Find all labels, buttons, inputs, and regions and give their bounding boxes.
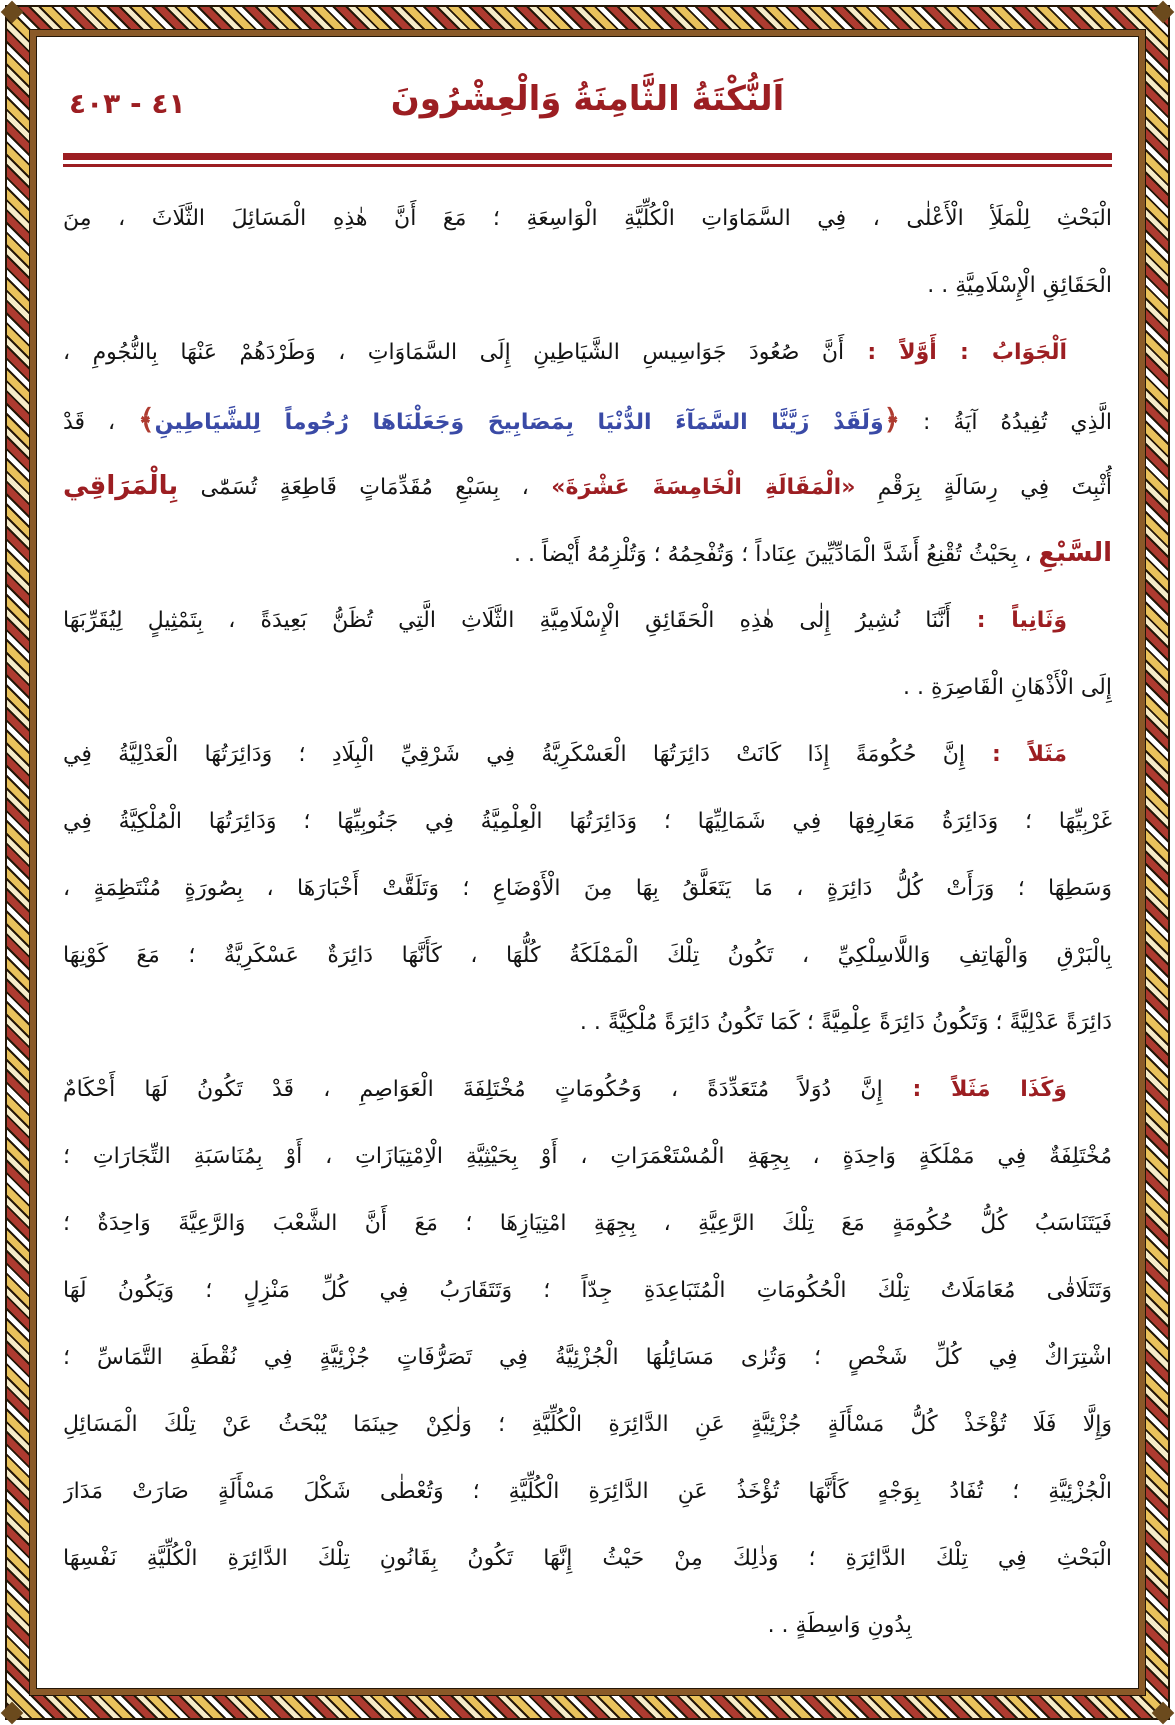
text-line-18 (63, 1324, 1112, 1391)
body-text-segment: ، قَدْ (63, 410, 139, 435)
page-header (63, 65, 1112, 143)
page-content (37, 37, 1138, 1688)
text-line-4 (63, 386, 1112, 453)
emphasis-red-text: مَثَلاً : (965, 742, 1067, 767)
emphasis-red-text: «الْمَقَالَةِ الْخَامِسَةَ عَشْرَةَ» (551, 475, 856, 500)
body-text-segment: مُخْتَلِفَةٌ فِي مَمْلَكَةٍ وَاحِدَةٍ ، بِجِهَةِ الْمُسْتَعْمَرَاتِ ، أَوْ بِحَيْثِيَّةِ الْاِمْتِيَازَاتِ ، أَوْ بِمُنَاسَبَةِ التِّجَارَاتِ ؛ (63, 1144, 1112, 1169)
body-text-segment: الْجُزْئِيَّةِ ؛ تُفَادُ بِوَجْهٍ كَأَنَّهَا تُؤْخَذُ عَنِ الدَّائِرَةِ الْكُلِّيَّةِ ؛ وَتُعْطٰى شَكْلَ مَسْأَلَةٍ صَارَتْ مَدَارَ (63, 1479, 1112, 1504)
emphasis-red-text: بِالْمَرَاقِي (63, 471, 179, 501)
page-title: اَلنُّكْتَةُ الثَّامِنَةُ وَالْعِشْرُونَ (390, 79, 785, 119)
body-text-segment: دَائِرَةً عَدْلِيَّةً ؛ وَتَكُونُ دَائِرَةً عِلْمِيَّةً ؛ كَمَا تَكُونُ دَائِرَةً مُلْكِيَّةً . . (579, 1010, 1112, 1035)
emphasis-red-text: السَّبْعِ (1038, 538, 1112, 568)
text-line-5 (63, 453, 1112, 520)
text-line-19 (63, 1391, 1112, 1458)
text-line-9 (63, 721, 1112, 788)
body-text-segment: أُثْبِتَ فِي رِسَالَةٍ بِرَقْمِ (855, 475, 1112, 500)
emphasis-red-text: وَكَذَا مَثَلاً : (882, 1077, 1067, 1102)
corner-ornament (1, 1702, 24, 1725)
corner-ornament (1152, 1, 1175, 24)
body-text-segment: إِنَّ حُكُومَةً إِذَا كَانَتْ دَائِرَتُهَا الْعَسْكَرِيَّةُ فِي شَرْقِيِّ الْبِلَادِ ؛ وَدَائِرَتُهَا الْعَدْلِيَّةُ فِي (63, 742, 965, 767)
corner-ornament (1, 1, 24, 24)
body-text (63, 185, 1112, 1659)
body-text-segment: الْحَقَائِقِ الْإِسْلَامِيَّةِ . . (927, 273, 1112, 298)
text-line-13 (63, 989, 1112, 1056)
text-line-10 (63, 788, 1112, 855)
page-inner-panel (30, 30, 1145, 1695)
ornate-bracket-icon: ﴾ (138, 403, 155, 436)
page-number: ٤١ - ٤٠٣ (69, 87, 186, 120)
text-line-14 (63, 1056, 1112, 1123)
text-line-22 (63, 1592, 912, 1659)
text-line-16 (63, 1190, 1112, 1257)
text-line-2 (63, 252, 1112, 319)
corner-ornament (1152, 1702, 1175, 1725)
body-text-segment: غَرْبِيِّهَا ؛ وَدَائِرَةُ مَعَارِفِهَا فِي شَمَالِيِّهَا ؛ وَدَائِرَتُهَا الْعِلْمِيَّةُ فِي جَنُوبِيِّهَا ؛ وَدَائِرَتُهَا الْمُلْكِيَّةُ فِي (63, 809, 1112, 834)
text-line-20 (63, 1458, 1112, 1525)
quran-verse-text: وَلَقَدْ زَيَّنَّا السَّمَآءَ الدُّنْيَا بِمَصَابِيحَ وَجَعَلْنَاهَا رُجُوماً لِلشَّيَاطِينِ (154, 410, 884, 435)
emphasis-red-text: وَثَانِياً : (950, 608, 1067, 633)
text-line-15 (63, 1123, 1112, 1190)
body-text-segment: أَنَّنَا نُشِيرُ إِلٰى هٰذِهِ الْحَقَائِقِ الْإِسْلَامِيَّةِ الثَّلَاثِ الَّتِي تُظَنُّ بَعِيدَةً ، بِتَمْثِيلٍ لِيُقَرِّبَهَا (63, 608, 951, 633)
text-line-6 (63, 520, 1112, 587)
body-text-segment: وَسَطِهَا ؛ وَرَأَتْ كُلُّ دَائِرَةٍ ، مَا يَتَعَلَّقُ بِهَا مِنَ الْأَوْضَاعِ ؛ وَتَلَقَّتْ أَخْبَارَهَا ، بِصُورَةٍ مُنْتَظِمَةٍ ، (63, 876, 1112, 901)
body-text-segment: ، بِحَيْثُ تُقْنِعُ أَشَدَّ الْمَادِّيِّينَ عِنَاداً ؛ وَتُفْحِمُهُ ؛ وَتُلْزِمُهُ أَيْضاً . . (513, 542, 1039, 567)
emphasis-red-text: اَلْجَوَابُ : أَوَّلاً : (844, 340, 1067, 365)
body-text-segment: الْبَحْثِ لِلْمَلَأِ الْأَعْلٰى ، فِي السَّمَاوَاتِ الْكُلِّيَّةِ الْوَاسِعَةِ ؛ مَعَ أَنَّ هٰذِهِ الْمَسَائِلَ الثَّلَاثَ ، مِنَ (63, 206, 1112, 231)
text-line-7 (63, 587, 1112, 654)
header-rule-thin (63, 164, 1112, 167)
body-text-segment: إِلَى الْأَذْهَانِ الْقَاصِرَةِ . . (902, 675, 1112, 700)
text-line-17 (63, 1257, 1112, 1324)
body-text-segment: أَنَّ صُعُودَ جَوَاسِيسِ الشَّيَاطِينِ إِلَى السَّمَاوَاتِ ، وَطَرْدَهُمْ عَنْهَا بِالنُّجُومِ ، (63, 340, 845, 365)
text-line-12 (63, 922, 1112, 989)
body-text-segment: الَّذِي تُفِيدُهُ آيَةُ : (900, 410, 1112, 435)
ornate-bracket-icon: ﴿ (883, 403, 901, 436)
body-text-segment: اشْتِرَاكٌ فِي كُلِّ شَخْصٍ ؛ وَتُرٰى مَسَائِلُهَا الْجُزْئِيَّةُ فِي تَصَرُّفَاتٍ جُزْئِيَّةٍ فِي نُقْطَةِ التَّمَاسِّ ؛ (63, 1345, 1112, 1370)
body-text-segment: وَتَتَلَاقٰى مُعَامَلَاتُ تِلْكَ الْحُكُومَاتِ الْمُتَبَاعِدَةِ جِدّاً ؛ وَتَتَقَارَبُ فِي كُلِّ مَنْزِلٍ ؛ وَيَكُونُ لَهَا (63, 1278, 1112, 1303)
text-line-1 (63, 185, 1112, 252)
header-rule-thick (63, 153, 1112, 160)
body-text-segment: بِالْبَرْقِ وَالْهَاتِفِ وَاللَّاسِلْكِيِّ ، تَكُونُ تِلْكَ الْمَمْلَكَةُ كُلُّهَا ، كَأَنَّهَا دَائِرَةٌ عَسْكَرِيَّةٌ ؛ مَعَ كَوْنِهَا (63, 943, 1112, 968)
text-line-3 (63, 319, 1112, 386)
text-line-21 (63, 1525, 1112, 1592)
body-text-segment: الْبَحْثِ فِي تِلْكَ الدَّائِرَةِ ؛ وَذٰلِكَ مِنْ حَيْثُ إِنَّهَا تَكُونُ بِقَانُونِ تِلْكَ الدَّائِرَةِ الْكُلِّيَّةِ نَفْسِهَا (63, 1546, 1112, 1571)
text-line-8 (63, 654, 1112, 721)
body-text-segment: بِدُونِ وَاسِطَةٍ . . (767, 1613, 912, 1638)
body-text-segment: فَيَتَنَاسَبُ كُلُّ حُكُومَةٍ مَعَ تِلْكَ الرَّعِيَّةِ ، بِجِهَةِ امْتِيَازِهَا ؛ مَعَ أَنَّ الشَّعْبَ وَالرَّعِيَّةَ وَاحِدَةٌ ؛ (63, 1211, 1112, 1236)
body-text-segment: وَإِلَّا فَلَا تُؤْخَذْ كُلُّ مَسْأَلَةٍ جُزْئِيَّةٍ عَنِ الدَّائِرَةِ الْكُلِّيَّةِ ؛ وَلٰكِنْ حِينَمَا يُبْحَثُ عَنْ تِلْكَ الْمَسَائِلِ (63, 1412, 1112, 1437)
text-line-11 (63, 855, 1112, 922)
body-text-segment: ، بِسَبْعِ مُقَدِّمَاتٍ قَاطِعَةٍ تُسَمّٰى (178, 475, 552, 500)
body-text-segment: إِنَّ دُوَلاً مُتَعَدِّدَةً ، وَحُكُومَاتٍ مُخْتَلِفَةَ الْعَوَاصِمِ ، قَدْ تَكُونُ لَهَا أَحْكَامٌ (63, 1077, 883, 1102)
